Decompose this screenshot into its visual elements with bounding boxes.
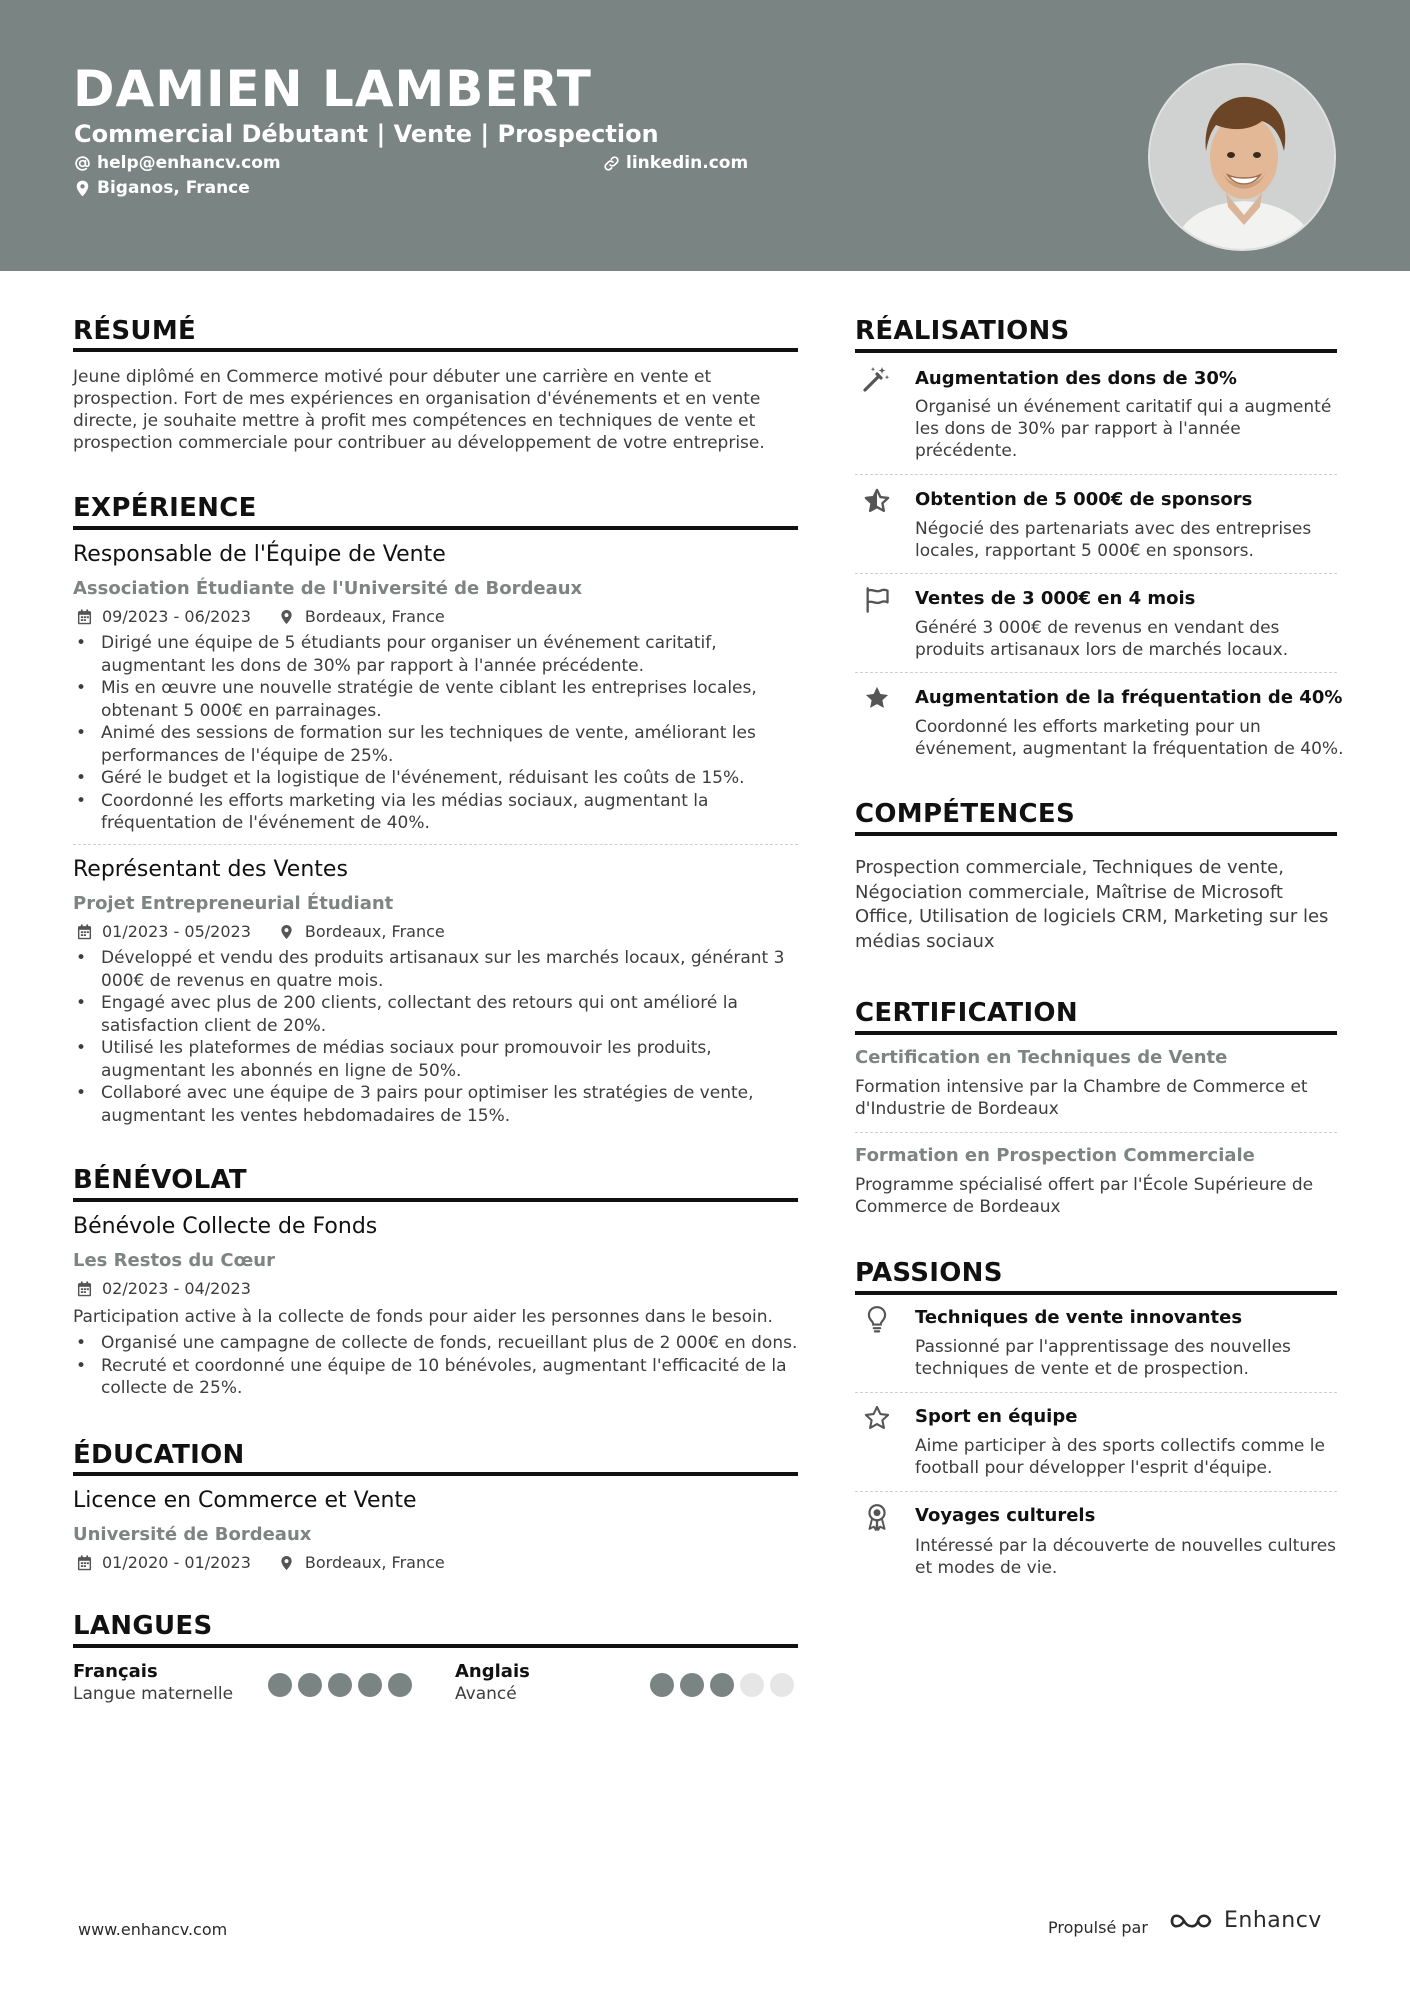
experience-separator [73,844,798,845]
list-item: • Recruté et coordonné une équipe de 10 bénévoles, augmentant l'efficacité de la collecte de 25%. [73,1355,808,1400]
education-dates: 01/2020 - 01/2023 [102,1553,251,1572]
enhancv-logo-icon [1168,1909,1214,1933]
footer-brand-text: Enhancv [1224,1908,1322,1933]
passion-separator [855,1491,1337,1492]
experience-meta-2 [76,922,445,941]
calendar-icon [76,609,92,625]
link-icon [602,154,620,172]
volunteer-summary: Participation active à la collecte de fonds pour aider les personnes dans le besoin. [73,1307,773,1327]
star-outline-icon [862,1403,892,1433]
skills-text: Prospection commerciale, Techniques de vente, Négociation commerciale, Maîtrise de Microsoft Office, Utilisation de logiciels CRM, Marketing sur les médias sociaux [855,857,1329,952]
experience-role-2: Représentant des Ventes [73,857,348,882]
passion-title-1: Techniques de vente innovantes [915,1307,1243,1328]
achievement-title-3: Ventes de 3 000€ en 4 mois [915,588,1196,609]
footer-powered-by: Propulsé par [1048,1918,1148,1937]
achievement-text-1: Organisé un événement caritatif qui a augmenté les dons de 30% par rapport à l'année précédente. [915,397,1332,461]
experience-divider [73,526,798,530]
lightbulb-icon [862,1304,892,1334]
location-pin-icon [73,179,91,197]
volunteer-dates: 02/2023 - 04/2023 [102,1279,251,1298]
experience-role-1: Responsable de l'Équipe de Vente [73,542,446,567]
passion-title-2: Sport en équipe [915,1406,1078,1427]
list-item: • Coordonné les efforts marketing via les médias sociaux, augmentant la fréquentation de l'événement de 40%. [73,790,803,835]
experience-org-2[interactable]: Projet Entrepreneurial Étudiant [73,893,394,914]
volunteer-org[interactable]: Les Restos du Cœur [73,1250,275,1271]
education-location: Bordeaux, France [304,1553,445,1572]
language-rating-2 [650,1673,794,1697]
experience-meta-1 [76,607,445,626]
certification-divider [855,1031,1337,1035]
education-degree: Licence en Commerce et Vente [73,1488,417,1513]
language-level-2: Avancé [455,1684,517,1704]
email-contact[interactable] [73,153,281,173]
rating-dot-empty [770,1673,794,1697]
list-item: • Organisé une campagne de collecte de fonds, recueillant plus de 2 000€ en dons. [73,1332,808,1355]
achievement-text-2: Négocié des partenariats avec des entreprises locales, rapportant 5 000€ en sponsors. [915,519,1312,561]
footer-brand-link[interactable] [1168,1908,1322,1933]
experience-bullets-2 [73,947,803,1127]
list-item: • Mis en œuvre une nouvelle stratégie de vente ciblant les entreprises locales, obtenant 5 000€ en parrainages. [73,677,803,722]
experience-section-title: EXPÉRIENCE [73,493,257,523]
achievements-section-title: RÉALISATIONS [855,316,1070,346]
rating-dot-filled [650,1673,674,1697]
candidate-name: DAMIEN LAMBERT [73,60,592,118]
languages-divider [73,1644,798,1648]
education-school[interactable]: Université de Bordeaux [73,1524,312,1545]
list-item: • Utilisé les plateformes de médias sociaux pour promouvoir les produits, augmentant les abonnés en ligne de 50%. [73,1037,803,1082]
rating-dot-filled [358,1673,382,1697]
rating-dot-filled [298,1673,322,1697]
achievement-text-4: Coordonné les efforts marketing pour un événement, augmentant la fréquentation de 40%. [915,717,1344,759]
rating-dot-filled [268,1673,292,1697]
certification-text-1: Formation intensive par la Chambre de Commerce et d'Industrie de Bordeaux [855,1077,1308,1119]
resume-divider [73,348,798,352]
rating-dot-filled [328,1673,352,1697]
location-contact [73,178,250,198]
location-pin-icon [279,924,295,940]
medal-icon [862,1502,892,1532]
volunteer-meta [76,1279,251,1298]
achievement-text-3: Généré 3 000€ de revenus en vendant des produits artisanaux lors de marchés locaux. [915,618,1289,660]
volunteer-bullets [73,1332,808,1400]
list-item: • Développé et vendu des produits artisanaux sur les marchés locaux, générant 3 000€ de revenus en quatre mois. [73,947,803,992]
volunteer-section-title: BÉNÉVOLAT [73,1165,247,1195]
list-item: • Animé des sessions de formation sur les techniques de vente, améliorant les performances de l'équipe de 25%. [73,722,803,767]
linkedin-contact[interactable] [602,153,748,173]
passion-text-1: Passionné par l'apprentissage des nouvelles techniques de vente et de prospection. [915,1337,1291,1379]
volunteer-divider [73,1198,798,1202]
passions-divider [855,1291,1337,1295]
achievement-separator [855,573,1337,574]
certification-title-1: Certification en Techniques de Vente [855,1047,1228,1068]
skills-divider [855,832,1337,836]
language-name-2: Anglais [455,1661,530,1682]
rating-dot-filled [388,1673,412,1697]
candidate-title: Commercial Débutant | Vente | Prospection [74,120,659,148]
location-text: Biganos, France [97,178,250,198]
experience-org-1[interactable]: Association Étudiante de l'Université de Bordeaux [73,578,583,599]
experience-location-1: Bordeaux, France [304,607,445,626]
location-pin-icon [279,609,295,625]
footer-website-link[interactable]: www.enhancv.com [78,1920,228,1939]
volunteer-role: Bénévole Collecte de Fonds [73,1214,378,1239]
list-item: • Collaboré avec une équipe de 3 pairs pour optimiser les stratégies de vente, augmentant les ventes hebdomadaires de 15%. [73,1082,803,1127]
list-item: • Géré le budget et la logistique de l'événement, réduisant les coûts de 15%. [73,767,803,790]
passion-separator [855,1392,1337,1393]
star-half-icon [862,486,892,516]
certification-section-title: CERTIFICATION [855,998,1078,1028]
profile-photo [1148,63,1336,251]
resume-section-title: RÉSUMÉ [73,316,197,346]
resume-text: Jeune diplômé en Commerce motivé pour débuter une carrière en vente et prospection. Fort de mes expériences en organisation d'événements et en vente directe, je souhaite mettre à profit mes compétences en techniques de vente et prospection commerciale pour contribuer au développement de votre entreprise. [73,367,765,453]
experience-bullets-1 [73,632,803,835]
calendar-icon [76,1555,92,1571]
achievement-title-1: Augmentation des dons de 30% [915,368,1237,389]
experience-dates-1: 09/2023 - 06/2023 [102,607,251,626]
languages-section-title: LANGUES [73,1611,213,1641]
at-icon [73,154,91,172]
achievement-separator [855,672,1337,673]
passion-text-3: Intéressé par la découverte de nouvelles cultures et modes de vie. [915,1536,1337,1578]
achievements-divider [855,349,1337,353]
rating-dot-filled [680,1673,704,1697]
language-level-1: Langue maternelle [73,1684,234,1704]
list-item: • Dirigé une équipe de 5 étudiants pour organiser un événement caritatif, augmentant les dons de 30% par rapport à l'année précédente. [73,632,803,677]
magic-wand-icon [861,364,891,394]
rating-dot-empty [740,1673,764,1697]
language-name-1: Français [73,1661,158,1682]
passion-text-2: Aime participer à des sports collectifs comme le football pour développer l'esprit d'équipe. [915,1436,1325,1478]
rating-dot-filled [710,1673,734,1697]
achievement-separator [855,474,1337,475]
experience-location-2: Bordeaux, France [304,922,445,941]
header-banner [0,0,1410,271]
certification-text-2: Programme spécialisé offert par l'École Supérieure de Commerce de Bordeaux [855,1175,1314,1217]
language-rating-1 [268,1673,412,1697]
experience-dates-2: 01/2023 - 05/2023 [102,922,251,941]
linkedin-text: linkedin.com [626,153,749,173]
calendar-icon [76,924,92,940]
certification-separator [855,1132,1337,1133]
location-pin-icon [279,1555,295,1571]
passion-title-3: Voyages culturels [915,1505,1096,1526]
flag-icon [862,585,892,615]
education-meta [76,1553,445,1572]
skills-section-title: COMPÉTENCES [855,799,1075,829]
list-item: • Engagé avec plus de 200 clients, collectant des retours qui ont amélioré la satisfaction client de 20%. [73,992,803,1037]
passions-section-title: PASSIONS [855,1258,1003,1288]
achievement-title-2: Obtention de 5 000€ de sponsors [915,489,1253,510]
calendar-icon [76,1281,92,1297]
education-section-title: ÉDUCATION [73,1440,245,1470]
education-divider [73,1472,798,1476]
email-text: help@enhancv.com [97,153,281,173]
star-filled-icon [862,683,892,713]
achievement-title-4: Augmentation de la fréquentation de 40% [915,687,1343,708]
certification-title-2: Formation en Prospection Commerciale [855,1145,1255,1166]
